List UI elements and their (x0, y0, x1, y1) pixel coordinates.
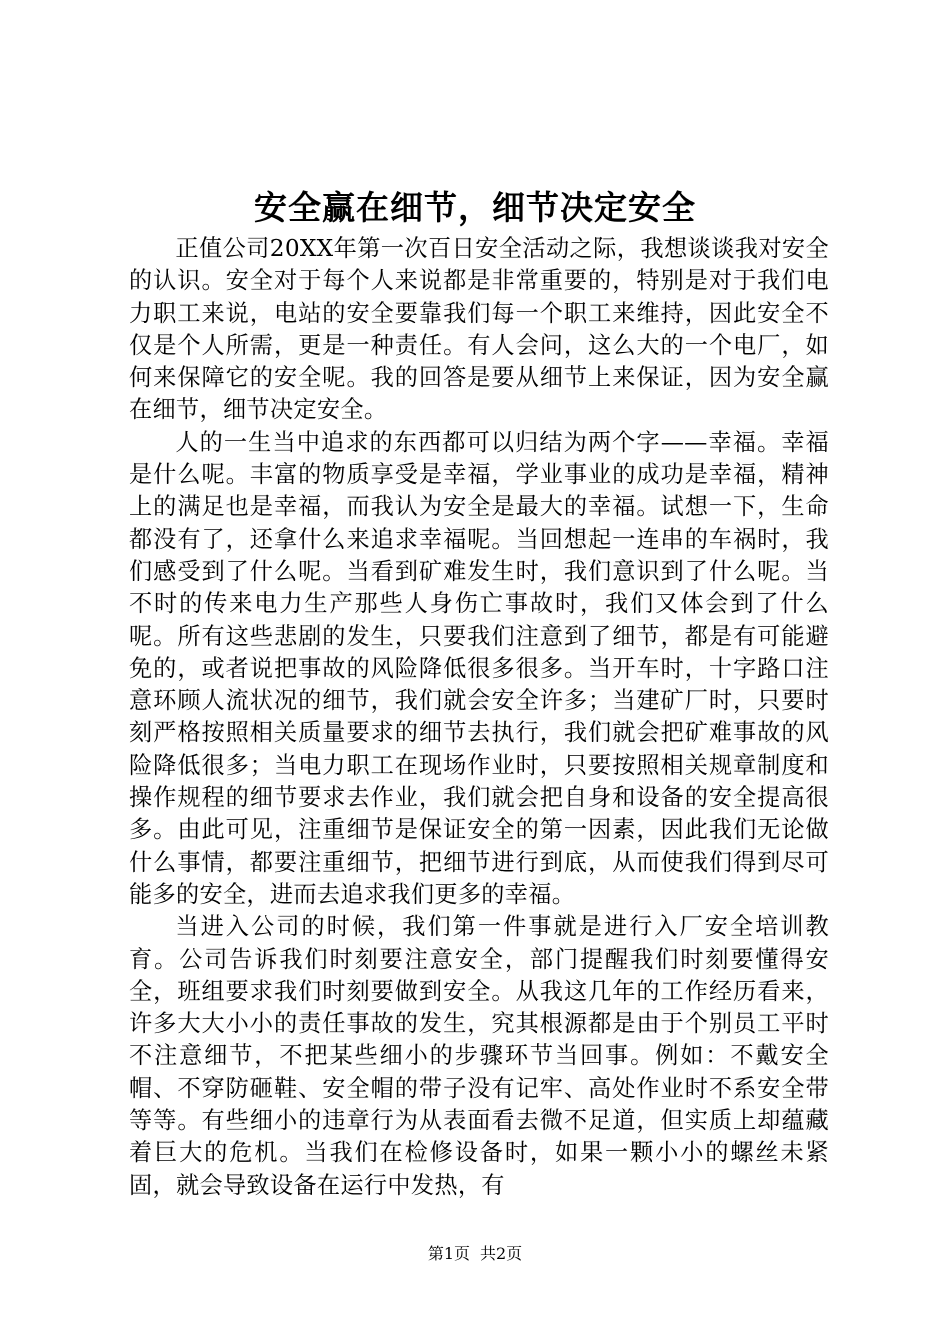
document-title: 安全赢在细节，细节决定安全 (254, 188, 696, 227)
page-footer (0, 1244, 950, 1264)
paragraph-3: 当进入公司的时候，我们第一件事就是进行入厂安全培训教育。公司告诉我们时刻要注意安全，部门提醒我们时刻要懂得安全，班组要求我们时刻要做到安全。从我这几年的工作经历看来，许多大大小小的责任事故的发生，究其根源都是由于个别员工平时不注意细节，不把某些细小的步骤环节当回事。例如：不戴安全帽、不穿防砸鞋、安全帽的带子没有记牢、高处作业时不系安全带等等。有些细小的违章行为从表面看去微不足道，但实质上却蕴藏着巨大的危机。当我们在检修设备时，如果一颗小小的螺丝未紧固，就会导致设备在运行中发热，有 (129, 913, 829, 1199)
page-number: 第1页 (427, 1244, 470, 1263)
paragraph-1: 正值公司20XX年第一次百日安全活动之际，我想谈谈我对安全的认识。安全对于每个人来说都是非常重要的，特别是对于我们电力职工来说，电站的安全要靠我们每一个职工来维持，因此安全不仅是个人所需，更是一种责任。有人会问，这么大的一个电厂，如何来保障它的安全呢。我的回答是要从细节上来保证，因为安全赢在细节，细节决定安全。 (129, 235, 829, 424)
paragraph-2: 人的一生当中追求的东西都可以归结为两个字——幸福。幸福是什么呢。丰富的物质享受是幸福，学业事业的成功是幸福，精神上的满足也是幸福，而我认为安全是最大的幸福。试想一下，生命都没有了，还拿什么来追求幸福呢。当回想起一连串的车祸时，我们感受到了什么呢。当看到矿难发生时，我们意识到了什么呢。当不时的传来电力生产那些人身伤亡事故时，我们又体会到了什么呢。所有这些悲剧的发生，只要我们注意到了细节，都是有可能避免的，或者说把事故的风险降低很多很多。当开车时，十字路口注意环顾人流状况的细节，我们就会安全许多；当建矿厂时，只要时刻严格按照相关质量要求的细节去执行，我们就会把矿难事故的风险降低很多；当电力职工在现场作业时，只要按照相关规章制度和操作规程的细节要求去作业，我们就会把自身和设备的安全提高很多。由此可见，注重细节是保证安全的第一因素，因此我们无论做什么事情，都要注重细节，把细节进行到底，从而使我们得到尽可能多的安全，进而去追求我们更多的幸福。 (129, 428, 829, 908)
page-total: 共2页 (480, 1244, 523, 1263)
document-body (129, 233, 829, 1202)
